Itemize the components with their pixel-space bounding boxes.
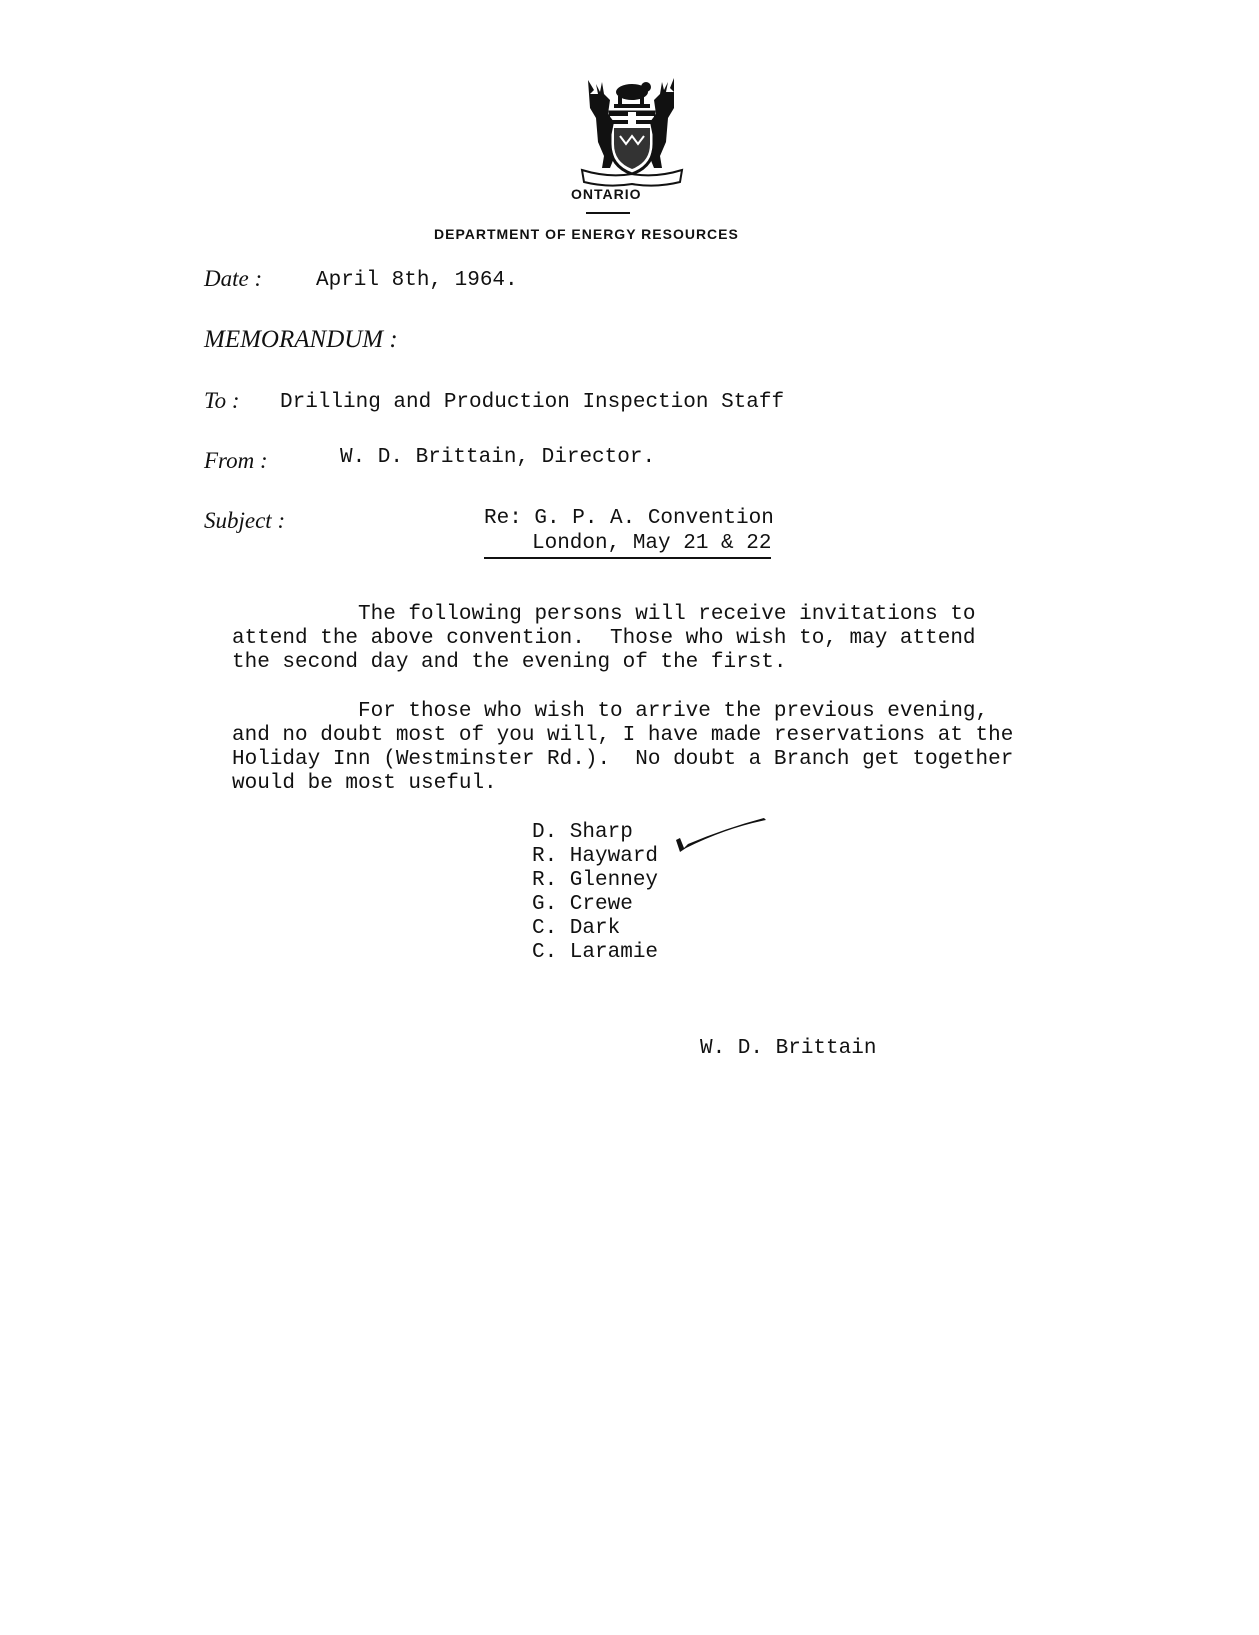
recipient-item: G. Crewe xyxy=(532,893,633,916)
province-heading: ONTARIO xyxy=(571,186,642,202)
subject-label: Subject : xyxy=(204,508,286,533)
recipient-item: R. Glenney xyxy=(532,869,659,892)
paragraph-1-line-2: attend the above convention. Those who wish to, may attend xyxy=(232,627,976,650)
recipient-item: C. Laramie xyxy=(532,941,659,964)
ontario-coat-of-arms-icon xyxy=(568,74,696,192)
subject-line-2: London, May 21 & 22 xyxy=(484,531,771,559)
handwritten-checkmark-icon xyxy=(676,818,806,868)
date-label: Date : xyxy=(204,266,263,291)
paragraph-2-line-3: Holiday Inn (Westminster Rd.). No doubt a Branch get together xyxy=(232,748,1014,771)
signature: W. D. Brittain xyxy=(700,1037,877,1060)
department-heading: DEPARTMENT OF ENERGY RESOURCES xyxy=(434,226,739,242)
recipient-item: D. Sharp xyxy=(532,821,633,844)
recipient-item: R. Hayward xyxy=(532,845,659,868)
to-value: Drilling and Production Inspection Staff xyxy=(280,391,785,414)
date-value: April 8th, 1964. xyxy=(316,269,518,292)
to-label: To : xyxy=(204,388,240,413)
paragraph-2-line-4: would be most useful. xyxy=(232,772,497,795)
memorandum-label: MEMORANDUM : xyxy=(204,326,398,353)
subject-line-1: Re: G. P. A. Convention xyxy=(484,507,774,530)
paragraph-1-line-1: The following persons will receive invitations to xyxy=(232,603,976,626)
paragraph-2-line-2: and no doubt most of you will, I have made reservations at the xyxy=(232,724,1014,747)
from-value: W. D. Brittain, Director. xyxy=(340,446,656,469)
paragraph-1-line-3: the second day and the evening of the first. xyxy=(232,651,787,674)
from-label: From : xyxy=(204,448,268,473)
recipient-item: C. Dark xyxy=(532,917,621,940)
letterhead-divider xyxy=(586,212,630,214)
paragraph-2-line-1: For those who wish to arrive the previous evening, xyxy=(232,700,989,723)
